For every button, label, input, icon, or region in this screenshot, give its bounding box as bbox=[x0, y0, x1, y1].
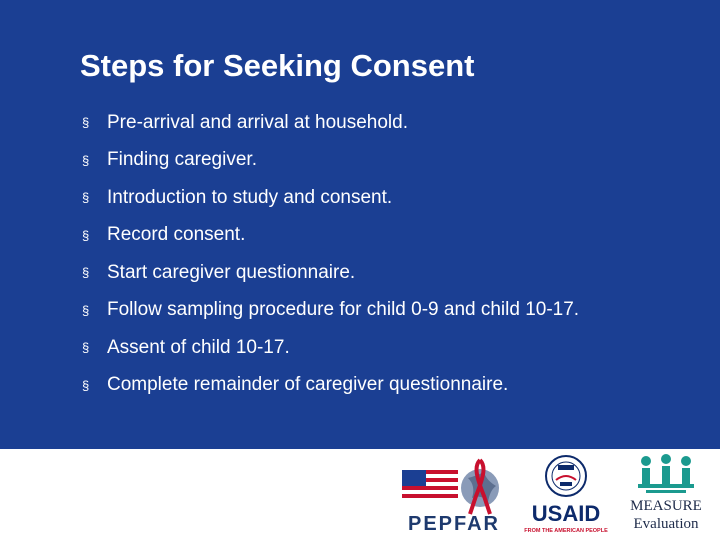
pepfar-logo bbox=[398, 456, 510, 534]
usaid-seal-icon bbox=[546, 456, 586, 496]
pepfar-wordmark: PEPFAR bbox=[407, 513, 501, 534]
bullet-marker: § bbox=[82, 190, 90, 206]
bullet-item bbox=[82, 292, 579, 330]
usaid-wordmark: USAID bbox=[531, 501, 601, 526]
bullet-text: Pre-arrival and arrival at household. bbox=[107, 111, 408, 133]
us-flag-icon bbox=[402, 470, 458, 500]
bullet-item bbox=[82, 329, 579, 367]
bullet-item bbox=[82, 217, 579, 255]
bullet-marker: § bbox=[82, 265, 90, 281]
bullet-marker: § bbox=[82, 302, 90, 318]
globe-ribbon-icon bbox=[461, 460, 499, 514]
bullet-text: Introduction to study and consent. bbox=[107, 186, 393, 208]
usaid-logo bbox=[520, 452, 612, 534]
people-figures-icon bbox=[638, 454, 694, 493]
bullet-item bbox=[82, 104, 579, 142]
bullet-text: Finding caregiver. bbox=[107, 149, 257, 171]
bullet-marker: § bbox=[82, 377, 90, 393]
bullet-item bbox=[82, 179, 579, 217]
slide-title: Steps for Seeking Consent bbox=[80, 48, 475, 83]
bullet-text: Complete remainder of caregiver questionnaire. bbox=[107, 374, 509, 396]
bullet-marker: § bbox=[82, 227, 90, 243]
bullet-marker: § bbox=[82, 115, 90, 131]
bullet-text: Assent of child 10-17. bbox=[107, 336, 290, 358]
measure-wordmark: MEASURE bbox=[630, 498, 702, 514]
bullet-item bbox=[82, 142, 579, 180]
usaid-tagline: FROM THE AMERICAN PEOPLE bbox=[524, 528, 608, 534]
bullet-marker: § bbox=[82, 152, 90, 168]
measure-evaluation-logo bbox=[624, 452, 708, 534]
bullet-item bbox=[82, 254, 579, 292]
measure-subtitle: Evaluation bbox=[633, 516, 699, 532]
bullet-text: Record consent. bbox=[107, 224, 246, 246]
bullet-text: Follow sampling procedure for child 0-9 and child 10-17. bbox=[107, 299, 580, 321]
bullet-marker: § bbox=[82, 340, 90, 356]
footer-logo-bar bbox=[0, 449, 720, 540]
bullet-item bbox=[82, 367, 579, 405]
bullet-text: Start caregiver questionnaire. bbox=[107, 261, 356, 283]
bullet-list bbox=[82, 104, 579, 404]
